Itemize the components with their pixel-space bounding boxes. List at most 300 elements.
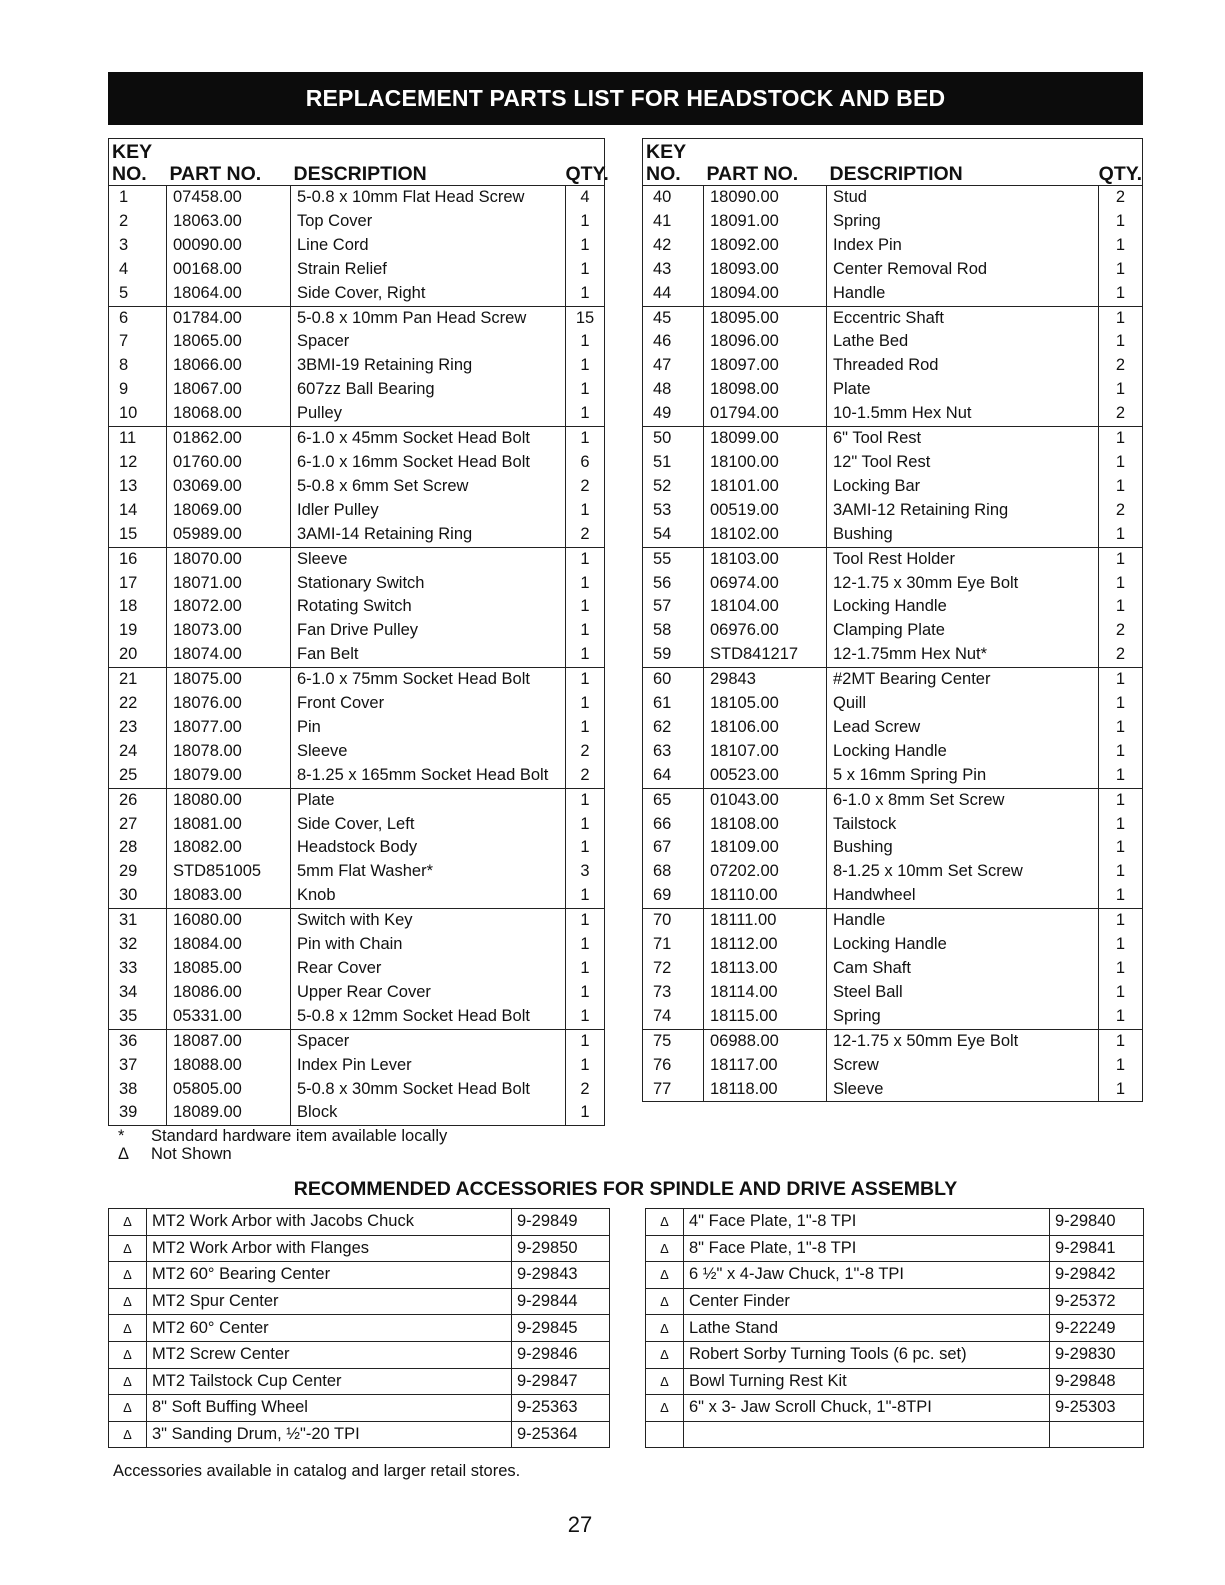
description: 10-1.5mm Hex Nut xyxy=(827,402,1099,426)
key-no: 10 xyxy=(109,402,167,426)
description: Quill xyxy=(827,692,1099,716)
not-shown-symbol: Δ xyxy=(646,1288,684,1315)
accessory-name: 3" Sanding Drum, ½"-20 TPI xyxy=(147,1421,512,1448)
description: Locking Bar xyxy=(827,475,1099,499)
accessories-title: RECOMMENDED ACCESSORIES FOR SPINDLE AND DRIVE ASSEMBLY xyxy=(293,1178,958,1200)
qty: 15 xyxy=(575,308,595,327)
part-no: 18073.00 xyxy=(167,619,291,643)
accessories-note: Accessories available in catalog and larger retail stores. xyxy=(113,1462,521,1480)
description: Locking Handle xyxy=(827,595,1099,619)
key-no: 2 xyxy=(109,210,167,234)
description: Eccentric Shaft xyxy=(827,306,1099,330)
key-no: 67 xyxy=(643,836,704,860)
qty: 1 xyxy=(580,380,590,399)
part-no: 18085.00 xyxy=(167,957,291,981)
part-no: 29843 xyxy=(704,668,827,692)
qty: 1 xyxy=(580,959,590,977)
part-no: 18113.00 xyxy=(704,957,827,981)
key-no: 34 xyxy=(109,981,167,1005)
description: Tailstock xyxy=(827,813,1099,837)
table-row xyxy=(643,427,1143,451)
description: 3AMI-14 Retaining Ring xyxy=(291,523,566,547)
description: 5-0.8 x 30mm Socket Head Bolt xyxy=(291,1078,566,1102)
qty: 2 xyxy=(1115,621,1126,640)
description: 8-1.25 x 165mm Socket Head Bolt xyxy=(291,764,566,788)
catalog-number: 9-29847 xyxy=(512,1368,610,1395)
description: Side Cover, Right xyxy=(291,282,566,306)
table-row xyxy=(109,1421,610,1448)
key-no: 66 xyxy=(643,813,704,837)
header-description: DESCRIPTION xyxy=(827,139,1099,186)
catalog-number: 9-29844 xyxy=(512,1288,610,1315)
table-row xyxy=(643,475,1143,499)
description: Pin xyxy=(291,716,566,740)
key-no: 20 xyxy=(109,643,167,667)
not-shown-symbol: Δ xyxy=(109,1209,147,1236)
qty: 1 xyxy=(580,573,590,592)
part-no: STD841217 xyxy=(704,643,827,667)
description: 12-1.75 x 30mm Eye Bolt xyxy=(827,572,1099,596)
part-no: 18117.00 xyxy=(704,1054,827,1078)
key-no: 33 xyxy=(109,957,167,981)
not-shown-symbol: Δ xyxy=(109,1235,147,1262)
accessory-name: Robert Sorby Turning Tools (6 pc. set) xyxy=(684,1341,1050,1368)
description: Screw xyxy=(827,1054,1099,1078)
description: 5-0.8 x 10mm Flat Head Screw xyxy=(291,186,566,210)
key-no: 55 xyxy=(643,547,704,571)
qty: 2 xyxy=(566,764,605,788)
description: Spring xyxy=(827,1005,1099,1029)
part-no: 18102.00 xyxy=(704,523,827,547)
key-no: 18 xyxy=(109,595,167,619)
header-key: KEY xyxy=(112,141,153,163)
qty: 1 xyxy=(1115,380,1126,399)
table-row xyxy=(109,933,605,957)
part-no: 18068.00 xyxy=(167,402,291,426)
qty: 1 xyxy=(566,884,605,908)
qty: 1 xyxy=(1115,1031,1126,1050)
key-no: 62 xyxy=(643,716,704,740)
key-no: 23 xyxy=(109,716,167,740)
description: Handwheel xyxy=(827,884,1099,908)
part-no: 18079.00 xyxy=(167,764,291,788)
not-shown-symbol: Δ xyxy=(109,1368,147,1395)
description: Pin with Chain xyxy=(291,933,566,957)
key-no: 13 xyxy=(109,475,167,499)
description: Block xyxy=(291,1101,566,1125)
key-no: 1 xyxy=(109,186,167,210)
table-row xyxy=(646,1395,1144,1422)
qty: 1 xyxy=(580,211,590,230)
qty: 1 xyxy=(580,621,590,640)
part-no: 07202.00 xyxy=(704,860,827,884)
part-no: 18108.00 xyxy=(704,813,827,837)
description: Sleeve xyxy=(827,1078,1099,1102)
description: Fan Drive Pulley xyxy=(291,619,566,643)
table-row xyxy=(646,1209,1144,1236)
table-row xyxy=(643,860,1143,884)
description: 6-1.0 x 45mm Socket Head Bolt xyxy=(291,427,566,451)
table-row xyxy=(643,716,1143,740)
accessory-name: MT2 Work Arbor with Jacobs Chuck xyxy=(147,1209,512,1236)
table-row xyxy=(109,258,605,282)
key-no: 63 xyxy=(643,740,704,764)
accessory-name: 8" Face Plate, 1"-8 TPI xyxy=(684,1235,1050,1262)
key-no: 12 xyxy=(109,451,167,475)
key-no: 73 xyxy=(643,981,704,1005)
key-no: 51 xyxy=(643,451,704,475)
qty: 1 xyxy=(1115,814,1126,833)
qty: 1 xyxy=(1115,549,1126,568)
part-no: 18109.00 xyxy=(704,836,827,860)
description: 12-1.75 x 50mm Eye Bolt xyxy=(827,1029,1099,1053)
catalog-number: 9-29842 xyxy=(1050,1262,1144,1289)
qty: 1 xyxy=(580,356,590,375)
table-row xyxy=(643,788,1143,812)
table-row xyxy=(646,1235,1144,1262)
part-no: 06976.00 xyxy=(704,619,827,643)
table-row xyxy=(646,1341,1144,1368)
key-no: 19 xyxy=(109,619,167,643)
part-no: 18082.00 xyxy=(167,836,291,860)
table-row xyxy=(643,354,1143,378)
accessory-name: 8" Soft Buffing Wheel xyxy=(147,1395,512,1422)
part-no: 00519.00 xyxy=(704,499,827,523)
key-no: 29 xyxy=(109,860,167,884)
description: Spacer xyxy=(291,1029,566,1053)
header-description: DESCRIPTION xyxy=(291,139,566,186)
catalog-number: 9-25364 xyxy=(512,1421,610,1448)
table-row xyxy=(109,1209,610,1236)
part-no: 18114.00 xyxy=(704,981,827,1005)
part-no: 01760.00 xyxy=(167,451,291,475)
footnote-symbol: * xyxy=(118,1127,125,1145)
accessories-table-right xyxy=(645,1208,1144,1448)
part-no: 18112.00 xyxy=(704,933,827,957)
part-no: 18091.00 xyxy=(704,210,827,234)
qty: 1 xyxy=(580,790,590,809)
table-row xyxy=(109,716,605,740)
description: Steel Ball xyxy=(827,981,1099,1005)
qty: 1 xyxy=(1099,282,1143,306)
description: Fan Belt xyxy=(291,643,566,667)
header-key: KEY xyxy=(646,141,687,163)
qty: 1 xyxy=(566,282,605,306)
table-row xyxy=(109,354,605,378)
qty: 1 xyxy=(580,1103,590,1122)
key-no: 26 xyxy=(109,788,167,812)
key-no: 11 xyxy=(109,427,167,451)
table-row xyxy=(643,836,1143,860)
table-row xyxy=(109,547,605,571)
accessory-name: MT2 60° Center xyxy=(147,1315,512,1342)
description: Upper Rear Cover xyxy=(291,981,566,1005)
table-row xyxy=(643,282,1143,306)
part-no: 18063.00 xyxy=(167,210,291,234)
table-row xyxy=(643,306,1143,330)
part-no: 18078.00 xyxy=(167,740,291,764)
part-no: 18118.00 xyxy=(704,1078,827,1102)
key-no: 21 xyxy=(109,668,167,692)
not-shown-symbol: Δ xyxy=(109,1288,147,1315)
description: 5-0.8 x 10mm Pan Head Screw xyxy=(291,306,566,330)
footnote xyxy=(118,1127,447,1145)
key-no: 40 xyxy=(643,186,704,210)
part-no: 18111.00 xyxy=(704,909,827,933)
qty: 1 xyxy=(580,332,590,351)
qty: 6 xyxy=(580,452,590,471)
key-no: 14 xyxy=(109,499,167,523)
part-no: 18096.00 xyxy=(704,330,827,354)
key-no: 45 xyxy=(643,306,704,330)
part-no: 18077.00 xyxy=(167,716,291,740)
part-no: STD851005 xyxy=(167,860,291,884)
empty-cell xyxy=(684,1421,1050,1448)
catalog-number: 9-29841 xyxy=(1050,1235,1144,1262)
qty: 1 xyxy=(1115,1079,1126,1098)
part-no: 05331.00 xyxy=(167,1005,291,1029)
key-no: 50 xyxy=(643,427,704,451)
qty: 1 xyxy=(1099,884,1143,908)
footnotes xyxy=(118,1127,447,1163)
qty: 1 xyxy=(1115,1055,1126,1074)
table-row xyxy=(109,234,605,258)
table-row xyxy=(643,643,1143,667)
key-no: 24 xyxy=(109,740,167,764)
table-row xyxy=(109,668,605,692)
qty: 1 xyxy=(580,500,590,519)
part-no: 18100.00 xyxy=(704,451,827,475)
key-no: 68 xyxy=(643,860,704,884)
key-no: 56 xyxy=(643,572,704,596)
part-no: 18094.00 xyxy=(704,282,827,306)
part-no: 18072.00 xyxy=(167,595,291,619)
description: Knob xyxy=(291,884,566,908)
qty: 2 xyxy=(1099,402,1143,426)
part-no: 18106.00 xyxy=(704,716,827,740)
table-row xyxy=(109,1395,610,1422)
not-shown-symbol: Δ xyxy=(109,1395,147,1422)
qty: 1 xyxy=(1115,429,1126,448)
description: Sleeve xyxy=(291,547,566,571)
table-row xyxy=(643,186,1143,210)
part-no: 18104.00 xyxy=(704,595,827,619)
qty: 1 xyxy=(1115,597,1126,616)
key-no: 57 xyxy=(643,595,704,619)
description: 6-1.0 x 75mm Socket Head Bolt xyxy=(291,668,566,692)
qty: 1 xyxy=(1115,670,1126,689)
key-no: 17 xyxy=(109,572,167,596)
description: 12-1.75mm Hex Nut* xyxy=(827,643,1099,667)
table-row xyxy=(109,909,605,933)
description: 607zz Ball Bearing xyxy=(291,378,566,402)
not-shown-symbol: Δ xyxy=(646,1262,684,1289)
part-no: 18105.00 xyxy=(704,692,827,716)
header-key-no xyxy=(643,139,704,186)
catalog-number: 9-29846 xyxy=(512,1341,610,1368)
qty: 2 xyxy=(566,523,605,547)
description: 3AMI-12 Retaining Ring xyxy=(827,499,1099,523)
not-shown-symbol: Δ xyxy=(646,1341,684,1368)
table-row xyxy=(643,330,1143,354)
table-row xyxy=(643,595,1143,619)
part-no: 18107.00 xyxy=(704,740,827,764)
description: Rear Cover xyxy=(291,957,566,981)
key-no: 71 xyxy=(643,933,704,957)
table-row xyxy=(646,1288,1144,1315)
key-no: 9 xyxy=(109,378,167,402)
description: Side Cover, Left xyxy=(291,813,566,837)
key-no: 48 xyxy=(643,378,704,402)
description: 6" Tool Rest xyxy=(827,427,1099,451)
accessory-name: MT2 60° Bearing Center xyxy=(147,1262,512,1289)
catalog-number: 9-29848 xyxy=(1050,1368,1144,1395)
description: Lathe Bed xyxy=(827,330,1099,354)
part-no: 18098.00 xyxy=(704,378,827,402)
table-row xyxy=(643,523,1143,547)
not-shown-symbol: Δ xyxy=(646,1235,684,1262)
not-shown-symbol: Δ xyxy=(646,1395,684,1422)
table-row xyxy=(109,788,605,812)
qty: 1 xyxy=(580,549,590,568)
part-no: 18092.00 xyxy=(704,234,827,258)
footnote-symbol: Δ xyxy=(118,1145,130,1163)
qty: 2 xyxy=(1115,356,1126,375)
table-row xyxy=(643,547,1143,571)
description: 5-0.8 x 6mm Set Screw xyxy=(291,475,566,499)
qty: 2 xyxy=(580,1079,590,1098)
table-row xyxy=(643,884,1143,908)
qty: 1 xyxy=(580,235,590,254)
description: 6-1.0 x 8mm Set Screw xyxy=(827,788,1099,812)
table-row xyxy=(109,1368,610,1395)
description: Clamping Plate xyxy=(827,619,1099,643)
qty: 1 xyxy=(580,670,590,689)
qty: 3 xyxy=(580,862,590,881)
key-no: 30 xyxy=(109,884,167,908)
qty: 1 xyxy=(566,643,605,667)
description: Center Removal Rod xyxy=(827,258,1099,282)
table-row xyxy=(109,451,605,475)
key-no: 4 xyxy=(109,258,167,282)
part-no: 18076.00 xyxy=(167,692,291,716)
part-no: 18065.00 xyxy=(167,330,291,354)
description: Rotating Switch xyxy=(291,595,566,619)
table-row xyxy=(109,740,605,764)
description: Top Cover xyxy=(291,210,566,234)
description: Lead Screw xyxy=(827,716,1099,740)
table-row xyxy=(109,1029,605,1053)
table-row xyxy=(643,451,1143,475)
table-row xyxy=(643,692,1143,716)
table-row xyxy=(109,692,605,716)
description: Strain Relief xyxy=(291,258,566,282)
table-row xyxy=(643,981,1143,1005)
qty: 1 xyxy=(566,402,605,426)
table-row xyxy=(643,378,1143,402)
table-row xyxy=(643,258,1143,282)
accessory-name: MT2 Spur Center xyxy=(147,1288,512,1315)
key-no: 37 xyxy=(109,1054,167,1078)
description: Bushing xyxy=(827,836,1099,860)
accessory-name: Lathe Stand xyxy=(684,1315,1050,1342)
key-no: 3 xyxy=(109,234,167,258)
table-row xyxy=(109,330,605,354)
table-row xyxy=(643,813,1143,837)
table-row xyxy=(109,1262,610,1289)
page-title: REPLACEMENT PARTS LIST FOR HEADSTOCK AND BED xyxy=(108,72,1143,125)
qty: 1 xyxy=(580,814,590,833)
key-no: 58 xyxy=(643,619,704,643)
key-no: 75 xyxy=(643,1029,704,1053)
header-qty: QTY. xyxy=(1099,139,1143,186)
qty: 1 xyxy=(1115,911,1126,930)
description: Stationary Switch xyxy=(291,572,566,596)
description: Plate xyxy=(827,378,1099,402)
catalog-number: 9-29843 xyxy=(512,1262,610,1289)
key-no: 32 xyxy=(109,933,167,957)
key-no: 22 xyxy=(109,692,167,716)
part-no: 18089.00 xyxy=(167,1101,291,1125)
qty: 1 xyxy=(1099,523,1143,547)
part-no: 18090.00 xyxy=(704,186,827,210)
part-no: 18084.00 xyxy=(167,933,291,957)
table-row xyxy=(643,1078,1143,1102)
accessory-name: 6" x 3- Jaw Scroll Chuck, 1"-8TPI xyxy=(684,1395,1050,1422)
part-no: 18099.00 xyxy=(704,427,827,451)
qty: 1 xyxy=(1115,332,1126,351)
key-no: 52 xyxy=(643,475,704,499)
key-no: 38 xyxy=(109,1078,167,1102)
part-no: 01043.00 xyxy=(704,788,827,812)
qty: 1 xyxy=(580,259,590,278)
description: 6-1.0 x 16mm Socket Head Bolt xyxy=(291,451,566,475)
accessory-name: MT2 Screw Center xyxy=(147,1341,512,1368)
key-no: 25 xyxy=(109,764,167,788)
not-shown-symbol: Δ xyxy=(109,1421,147,1448)
key-no: 49 xyxy=(643,402,704,426)
description: 5 x 16mm Spring Pin xyxy=(827,764,1099,788)
table-row xyxy=(109,957,605,981)
qty: 1 xyxy=(1115,959,1126,977)
qty: 1 xyxy=(1115,235,1126,254)
qty: 1 xyxy=(580,597,590,616)
table-row xyxy=(109,1054,605,1078)
accessory-name: 6 ½" x 4-Jaw Chuck, 1"-8 TPI xyxy=(684,1262,1050,1289)
key-no: 72 xyxy=(643,957,704,981)
description: 5-0.8 x 12mm Socket Head Bolt xyxy=(291,1005,566,1029)
qty: 2 xyxy=(1099,643,1143,667)
part-no: 18066.00 xyxy=(167,354,291,378)
table-row xyxy=(109,981,605,1005)
description: Locking Handle xyxy=(827,740,1099,764)
qty: 2 xyxy=(580,741,590,760)
not-shown-symbol: Δ xyxy=(109,1262,147,1289)
key-no: 74 xyxy=(643,1005,704,1029)
parts-table-left xyxy=(108,138,609,1126)
header-qty: QTY. xyxy=(566,139,605,186)
key-no: 61 xyxy=(643,692,704,716)
description: Idler Pulley xyxy=(291,499,566,523)
part-no: 18110.00 xyxy=(704,884,827,908)
qty: 1 xyxy=(580,1031,590,1050)
qty: 1 xyxy=(580,429,590,448)
qty: 1 xyxy=(1115,573,1126,592)
key-no: 31 xyxy=(109,909,167,933)
part-no: 18086.00 xyxy=(167,981,291,1005)
table-row xyxy=(109,595,605,619)
table-row xyxy=(646,1315,1144,1342)
